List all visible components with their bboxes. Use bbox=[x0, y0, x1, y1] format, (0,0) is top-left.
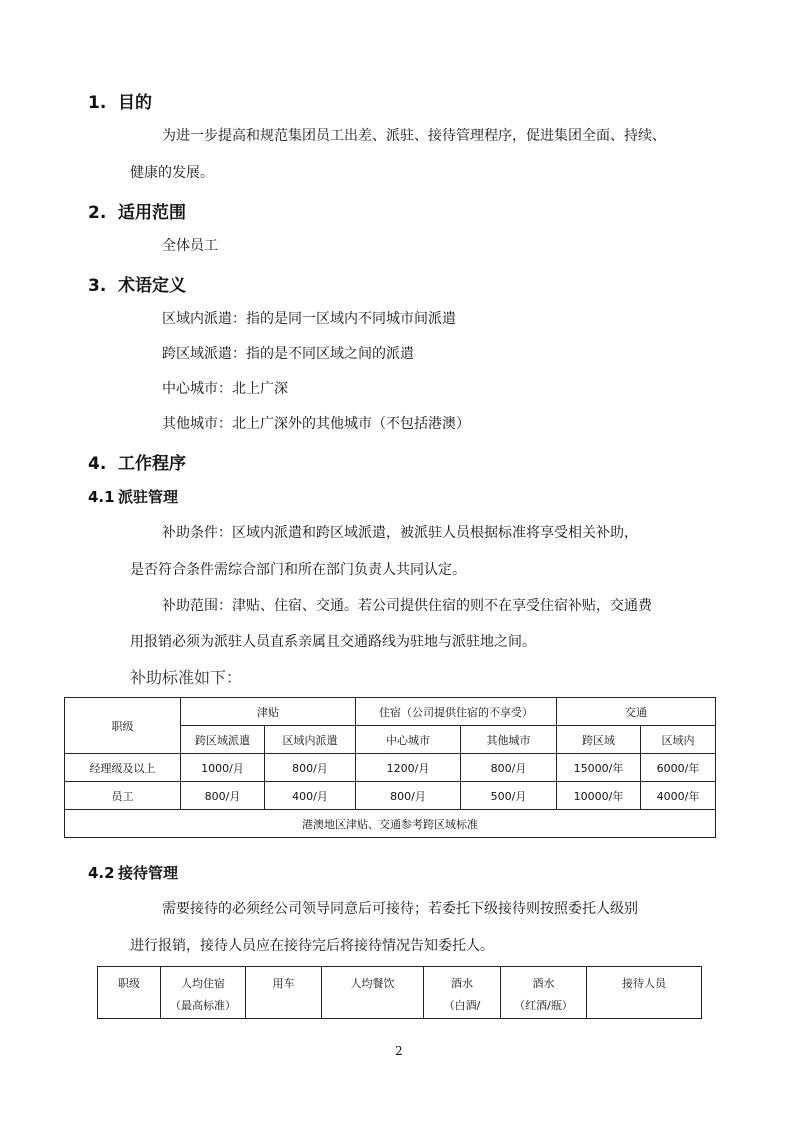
section-title: 目的 bbox=[118, 93, 152, 113]
value-cell: 4000/年 bbox=[641, 782, 716, 810]
paragraph-line: 为进一步提高和规范集团员工出差、派驻、接待管理程序，促进集团全面、持续、 bbox=[162, 128, 666, 144]
value-cell: 1000/月 bbox=[181, 754, 265, 782]
section-4-1-heading bbox=[88, 486, 178, 507]
table-row bbox=[65, 754, 716, 782]
section-number: 4.2 bbox=[88, 864, 115, 882]
header-cell: 接待人员 bbox=[587, 967, 702, 1019]
paragraph-line: 进行报销，接待人员应在接待完后将接待情况告知委托人。 bbox=[130, 938, 494, 954]
value-cell: 6000/年 bbox=[641, 754, 716, 782]
value-cell: 15000/年 bbox=[557, 754, 641, 782]
group-header: 交通 bbox=[557, 698, 716, 726]
value-cell: 800/月 bbox=[265, 754, 356, 782]
section-title: 术语定义 bbox=[118, 276, 186, 296]
section-title: 接待管理 bbox=[118, 864, 179, 882]
paragraph-line: 补助范围：津贴、住宿、交通。若公司提供住宿的则不在享受住宿补贴，交通费 bbox=[162, 598, 652, 614]
paragraph-line: 全体员工 bbox=[162, 238, 218, 254]
section-number: 3. bbox=[88, 276, 107, 296]
section-4-2-heading bbox=[88, 862, 178, 883]
value-cell: 500/月 bbox=[461, 782, 557, 810]
section-3-heading bbox=[88, 271, 186, 296]
allowance-table bbox=[64, 697, 716, 838]
table-row bbox=[65, 782, 716, 810]
header-cell: 用车 bbox=[246, 967, 322, 1019]
definition-item: 跨区域派遣：指的是不同区域之间的派遣 bbox=[162, 346, 414, 362]
header-cell: 人均餐饮 bbox=[322, 967, 424, 1019]
header-cell: 职级 bbox=[98, 967, 161, 1019]
header-cell: 人均住宿 （最高标准） bbox=[161, 967, 246, 1019]
sub-header: 跨区域 bbox=[557, 726, 641, 754]
reception-table bbox=[97, 966, 702, 1019]
paragraph-line: 需要接待的必须经公司领导同意后可接待；若委托下级接待则按照委托人级别 bbox=[162, 901, 638, 917]
sub-header: 中心城市 bbox=[356, 726, 461, 754]
section-number: 4.1 bbox=[88, 488, 115, 506]
paragraph-line: 是否符合条件需综合部门和所在部门负责人共同认定。 bbox=[130, 562, 466, 578]
definition-item: 区域内派遣：指的是同一区域内不同城市间派遣 bbox=[162, 311, 456, 327]
section-title: 适用范围 bbox=[118, 203, 186, 223]
sub-header: 跨区域派遣 bbox=[181, 726, 265, 754]
group-header: 住宿（公司提供住宿的不享受） bbox=[356, 698, 557, 726]
sub-header: 区域内派遣 bbox=[265, 726, 356, 754]
value-cell: 800/月 bbox=[181, 782, 265, 810]
section-1-heading bbox=[88, 88, 152, 113]
level-cell: 员工 bbox=[65, 782, 181, 810]
value-cell: 800/月 bbox=[461, 754, 557, 782]
value-cell: 800/月 bbox=[356, 782, 461, 810]
value-cell: 1200/月 bbox=[356, 754, 461, 782]
section-title: 工作程序 bbox=[118, 454, 186, 474]
section-title: 派驻管理 bbox=[118, 488, 179, 506]
definition-item: 其他城市：北上广深外的其他城市（不包括港澳） bbox=[162, 416, 470, 432]
section-number: 1. bbox=[88, 93, 107, 113]
level-cell: 经理级及以上 bbox=[65, 754, 181, 782]
sub-header: 其他城市 bbox=[461, 726, 557, 754]
value-cell: 10000/年 bbox=[557, 782, 641, 810]
paragraph-line: 补助条件：区域内派遣和跨区域派遣，被派驻人员根据标准将享受相关补助， bbox=[162, 525, 638, 541]
section-4-heading bbox=[88, 449, 186, 474]
table-footnote: 港澳地区津贴、交通参考跨区域标准 bbox=[65, 810, 716, 838]
group-header: 津贴 bbox=[181, 698, 356, 726]
sub-header: 区域内 bbox=[641, 726, 716, 754]
header-cell: 酒水 （白酒/ bbox=[424, 967, 501, 1019]
section-2-heading bbox=[88, 198, 186, 223]
paragraph-line: 用报销必须为派驻人员直系亲属且交通路线为驻地与派驻地之间。 bbox=[130, 634, 536, 650]
paragraph-line: 健康的发展。 bbox=[130, 165, 214, 181]
definition-item: 中心城市：北上广深 bbox=[162, 381, 288, 397]
page-number: 2 bbox=[395, 1044, 403, 1058]
value-cell: 400/月 bbox=[265, 782, 356, 810]
header-cell: 酒水 （红酒/瓶） bbox=[501, 967, 587, 1019]
standard-note: 补助标准如下： bbox=[130, 668, 243, 687]
section-number: 4. bbox=[88, 454, 107, 474]
level-header: 职级 bbox=[65, 698, 181, 754]
section-number: 2. bbox=[88, 203, 107, 223]
